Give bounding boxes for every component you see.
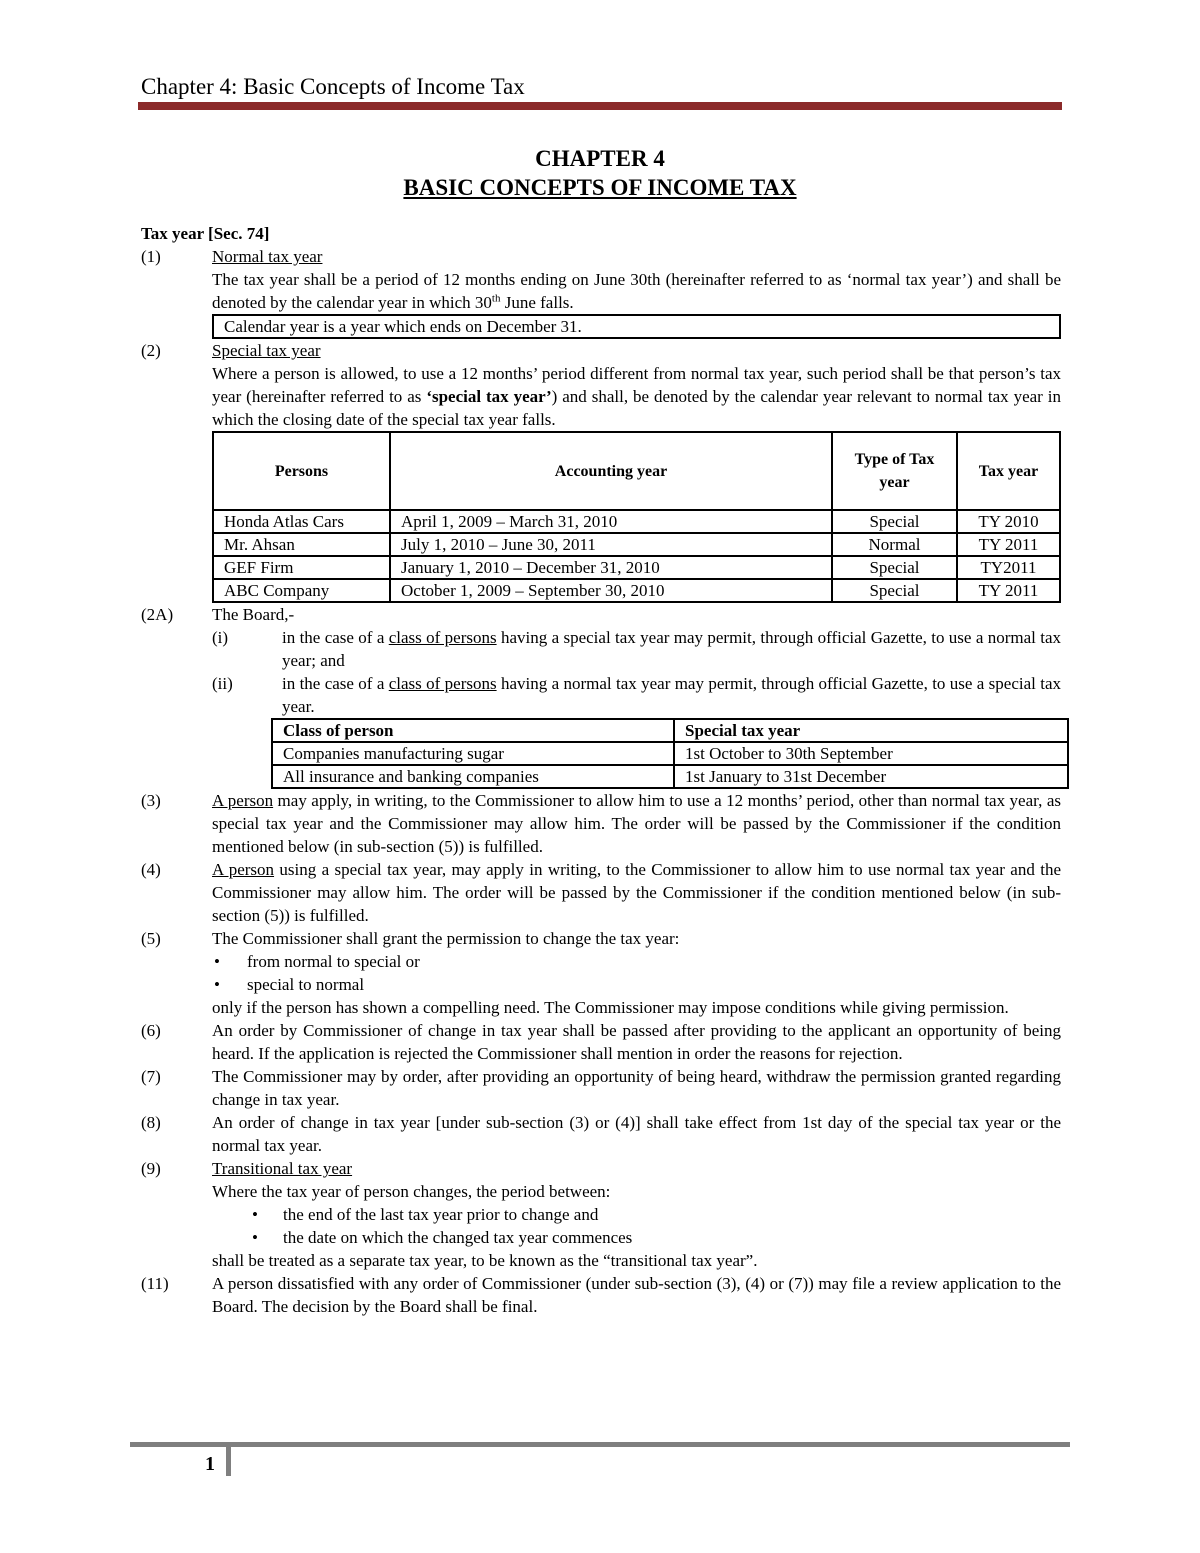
subsection-1 [141,245,1061,339]
subsection-label: Special tax year [212,341,321,360]
table-row [213,510,1060,533]
column-header: Type of Tax year [832,432,957,510]
table-cell: TY 2011 [957,579,1060,602]
table-cell: TY2011 [957,556,1060,579]
table-cell: 1st January to 31st December [674,765,1068,788]
table-cell: Mr. Ahsan [213,533,390,556]
subsection-label: Normal tax year [212,247,323,266]
clause-number: (ii) [212,674,233,693]
superscript: th [491,292,501,305]
table-cell: TY 2011 [957,533,1060,556]
subsection-5 [141,927,1061,1019]
subsection-3 [141,789,1061,858]
subsection-label: Transitional tax year [212,1159,353,1178]
table-cell: TY 2010 [957,510,1060,533]
class-of-persons-term: class of persons [388,674,497,693]
text-part: may apply, in writing, to the Commissioner to allow him to use a 12 months’ period, other than normal tax year, as special tax year and the Commissioner may allow him. The order will be passed by the Commissioner if the condition mentioned below (in sub-section (5)) is fulfilled. [212,791,1061,856]
table-row [213,579,1060,602]
chapter-title: BASIC CONCEPTS OF INCOME TAX [403,175,797,200]
subsection-text: The Board,- [212,605,295,624]
table-cell: Special [832,556,957,579]
text-part: having a normal tax year may permit, through official Gazette, to use a special tax year. [282,674,1062,716]
clause-number: (i) [212,628,229,647]
table-row [272,765,1068,788]
table-row [213,556,1060,579]
document-body [141,222,1061,1318]
bullet-item: • special to normal [212,973,1061,996]
table-cell: Companies manufacturing sugar [272,742,674,765]
chapter-title-block [0,144,1200,202]
table-row [272,742,1068,765]
table-cell: ABC Company [213,579,390,602]
subsection-6 [141,1019,1061,1065]
subsection-7 [141,1065,1061,1111]
text-part: ) and shall, be denoted by the calendar year relevant to normal tax year in which the closing date of the special tax year falls. [212,387,1061,429]
text-part: in the case of a [282,628,389,647]
table-cell: GEF Firm [213,556,390,579]
text-part: in the case of a [282,674,389,693]
subsection-number: (5) [141,929,161,948]
a-person-term: A person [212,791,274,810]
subsection-number: (1) [141,247,161,266]
text-part: using a special tax year, may apply in writing, to the Commissioner to allow him to use normal tax year and the Commissioner may allow him. The order will be passed by the Commissioner if the condition mentioned below (in sub-section (5)) is fulfilled. [212,860,1061,925]
column-header: Class of person [272,719,674,742]
table-cell: Special [832,579,957,602]
table-cell: July 1, 2010 – June 30, 2011 [390,533,832,556]
text-part: The Commissioner may by order, after providing an opportunity of being heard, withdraw the permission granted regarding change in tax year. [212,1067,1061,1109]
class-of-persons-term: class of persons [388,628,497,647]
clause-i [212,626,1061,672]
subsection-text: only if the person has shown a compelling need. The Commissioner may impose conditions while giving permission. [212,998,1009,1017]
subsection-2 [141,339,1061,431]
text-part: A person dissatisfied with any order of Commissioner (under sub-section (3), (4) or (7)) may file a review application to the Board. The decision by the Board shall be final. [212,1274,1061,1316]
text-part: having a special tax year may permit, through official Gazette, to use a normal tax year; and [282,628,1062,670]
column-header: Persons [213,432,390,510]
subsection-text: Where the tax year of person changes, the period between: [212,1182,611,1201]
table-cell: October 1, 2009 – September 30, 2010 [390,579,832,602]
table-header-row [213,432,1060,510]
persons-tax-year-table [212,431,1061,603]
column-header: Tax year [957,432,1060,510]
footer-rule [130,1442,1070,1447]
table-cell: January 1, 2010 – December 31, 2010 [390,556,832,579]
bullet-item: • the end of the last tax year prior to change and [212,1203,1061,1226]
text-part: June falls. [500,293,574,312]
running-header: Chapter 4: Basic Concepts of Income Tax [141,74,525,99]
table-header-row [272,719,1068,742]
subsection-number: (11) [141,1274,169,1293]
text-part: An order of change in tax year [under sub-section (3) or (4)] shall take effect from 1st day of the special tax year or the normal tax year. [212,1113,1061,1155]
subsection-text [212,362,1061,431]
subsection-11 [141,1272,1061,1318]
subsection-2a [141,603,1061,789]
bullet-item: • the date on which the changed tax year commences [212,1226,1061,1249]
header-rule [138,102,1062,110]
chapter-number: CHAPTER 4 [535,146,665,171]
column-header: Accounting year [390,432,832,510]
bold-term: ‘special tax year’ [426,387,552,406]
text-part: An order by Commissioner of change in tax year shall be passed after providing to the applicant an opportunity of being heard. If the application is rejected the Commissioner shall mention in order the reasons for rejection. [212,1021,1061,1063]
subsection-number: (2A) [141,605,174,624]
subsection-text: The Commissioner shall grant the permission to change the tax year: [212,929,680,948]
a-person-term: A person [212,860,275,879]
column-header: Special tax year [674,719,1068,742]
calendar-year-note: Calendar year is a year which ends on December 31. [212,314,1061,339]
subsection-number: (7) [141,1067,161,1086]
page-number-divider [226,1444,231,1476]
text-part: Where a person is allowed, to use a 12 months’ period different from normal tax year, such period shall be that person’s tax year (hereinafter referred to as [212,364,1061,406]
subsection-text: shall be treated as a separate tax year, to be known as the “transitional tax year”. [212,1251,758,1270]
subsection-number: (8) [141,1113,161,1132]
table-cell: All insurance and banking companies [272,765,674,788]
subsection-4 [141,858,1061,927]
section-heading: Tax year [Sec. 74] [141,224,270,243]
table-cell: Special [832,510,957,533]
table-cell: April 1, 2009 – March 31, 2010 [390,510,832,533]
subsection-9 [141,1157,1061,1272]
subsection-number: (9) [141,1159,161,1178]
clause-ii [212,672,1061,718]
table-row [213,533,1060,556]
subsection-number: (6) [141,1021,161,1040]
table-cell: Normal [832,533,957,556]
bullet-item: • from normal to special or [212,950,1061,973]
table-cell: 1st October to 30th September [674,742,1068,765]
subsection-number: (4) [141,860,161,879]
subsection-number: (2) [141,341,161,360]
subsection-text [212,268,1061,314]
subsection-8 [141,1111,1061,1157]
text-part: The tax year shall be a period of 12 months ending on June 30th (hereinafter referred to as ‘normal tax year’) and shall be denoted by the calendar year in which 30 [212,270,1061,312]
page-number: 1 [205,1453,215,1475]
subsection-number: (3) [141,791,161,810]
class-of-person-table [271,718,1069,789]
table-cell: Honda Atlas Cars [213,510,390,533]
